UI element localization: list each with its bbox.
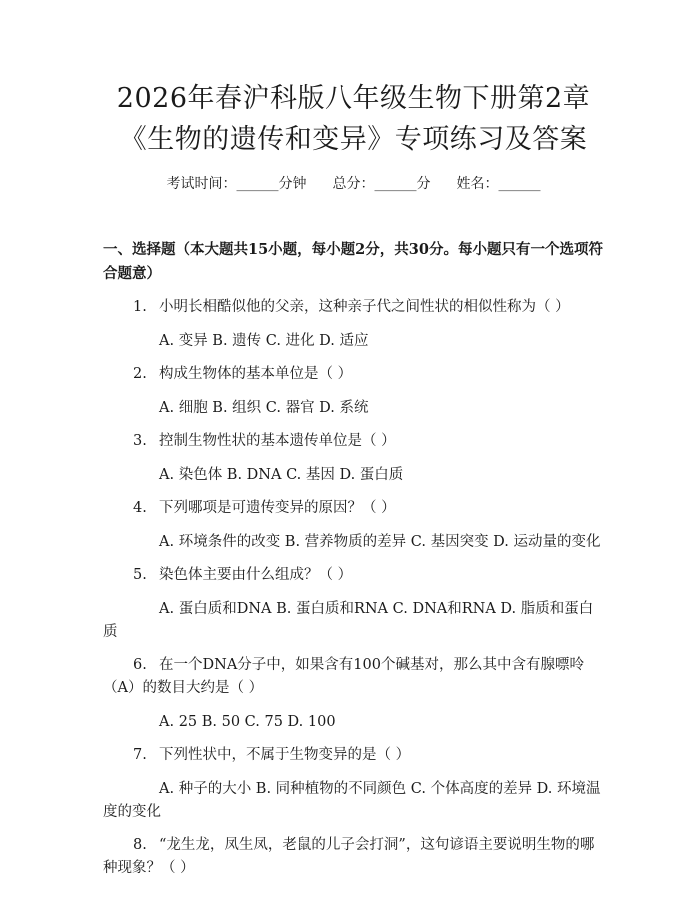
question-number: 2. bbox=[133, 366, 147, 382]
question-options: A. 蛋白质和DNA B. 蛋白质和RNA C. DNA和RNA D. 脂质和蛋白质 bbox=[103, 601, 594, 640]
question-text: 小明长相酷似他的父亲，这种亲子代之间性状的相似性称为（ ） bbox=[159, 299, 570, 315]
question-text: 控制生物性状的基本遗传单位是（ ） bbox=[159, 433, 396, 449]
question-number: 8. bbox=[133, 837, 147, 853]
question-text: 构成生物体的基本单位是（ ） bbox=[159, 366, 353, 382]
question-stem bbox=[103, 744, 604, 767]
question-number: 6. bbox=[133, 657, 147, 673]
question-stem bbox=[103, 497, 604, 520]
question-options: A. 染色体 B. DNA C. 基因 D. 蛋白质 bbox=[159, 467, 404, 483]
question-text: 下列哪项是可遗传变异的原因？（ ） bbox=[159, 500, 396, 516]
question-stem bbox=[103, 430, 604, 453]
question-stem bbox=[103, 834, 604, 880]
question-options: A. 变异 B. 遗传 C. 进化 D. 适应 bbox=[159, 333, 369, 349]
section-heading: 一、选择题（本大题共15小题，每小题2分，共30分。每小题只有一个选项符合题意） bbox=[103, 241, 603, 282]
question-options: A. 种子的大小 B. 同种植物的不同颜色 C. 个体高度的差异 D. 环境温度的变化 bbox=[103, 781, 601, 820]
question-options: A. 25 B. 50 C. 75 D. 100 bbox=[159, 714, 336, 730]
question-stem bbox=[103, 363, 604, 386]
total-score-label: 总分：______分 bbox=[332, 176, 431, 192]
question-number: 1. bbox=[133, 299, 147, 315]
question-number: 4. bbox=[133, 500, 147, 516]
question-number: 7. bbox=[133, 747, 147, 763]
question-text: 染色体主要由什么组成？（ ） bbox=[159, 567, 353, 583]
question-options: A. 细胞 B. 组织 C. 器官 D. 系统 bbox=[159, 400, 369, 416]
exam-time-label: 考试时间：______分钟 bbox=[166, 176, 307, 192]
student-name-label: 姓名：______ bbox=[456, 176, 541, 192]
question-text: “龙生龙，凤生凤，老鼠的儿子会打洞”，这句谚语主要说明生物的哪种现象？（ ） bbox=[103, 837, 595, 876]
question-stem bbox=[103, 564, 604, 587]
question-stem bbox=[103, 654, 604, 700]
document-title: 2026年春沪科版八年级生物下册第2章《生物的遗传和变异》专项练习及答案 bbox=[116, 83, 591, 155]
question-number: 5. bbox=[133, 567, 147, 583]
question-text: 在一个DNA分子中，如果含有100个碱基对，那么其中含有腺嘌呤（A）的数目大约是（ ） bbox=[103, 657, 584, 696]
question-stem bbox=[103, 296, 604, 319]
question-number: 3. bbox=[133, 433, 147, 449]
question-options: A. 环境条件的改变 B. 营养物质的差异 C. 基因突变 D. 运动量的变化 bbox=[159, 534, 601, 550]
question-text: 下列性状中，不属于生物变异的是（ ） bbox=[159, 747, 411, 763]
question-list bbox=[103, 296, 604, 880]
exam-meta bbox=[103, 174, 604, 194]
